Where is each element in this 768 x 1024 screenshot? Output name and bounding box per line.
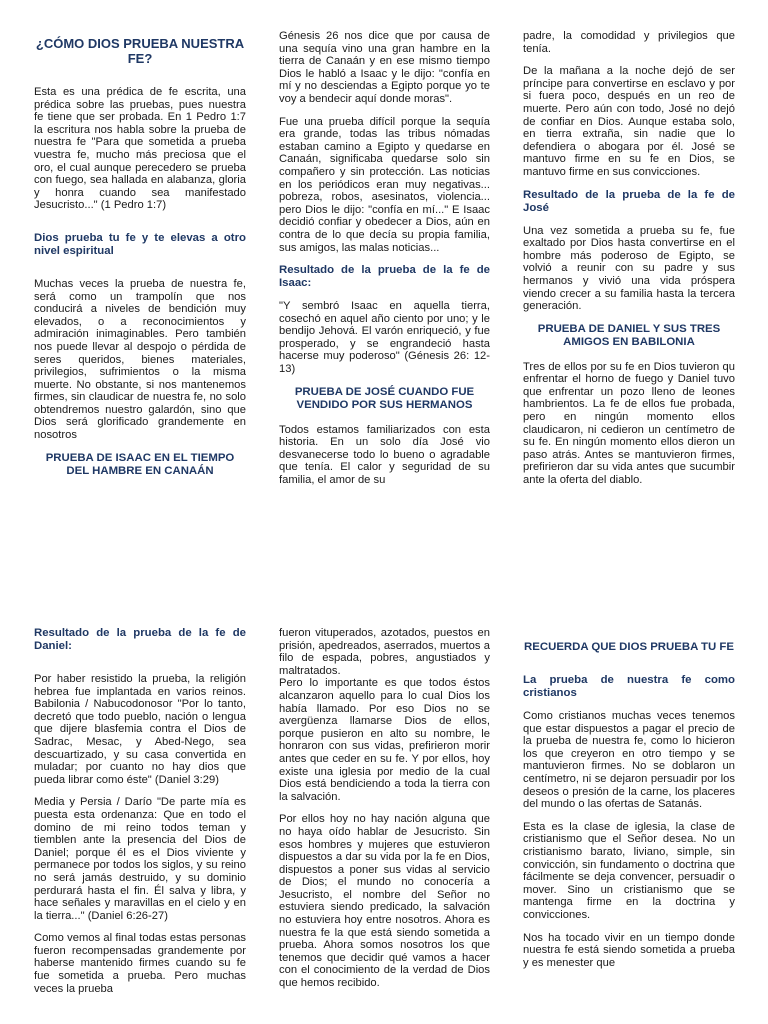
paragraph: Génesis 26 nos dice que por causa de una sequía vino una gran hambre en la tierra de Canaán y en ese mismo tiempo Dios le habló a Isaac y le dijo: "confía en mí y no desciendas a Egipto porque yo te voy a bendecir aquí donde moras". <box>279 30 490 105</box>
section-heading: PRUEBA DE ISAAC EN EL TIEMPO DEL HAMBRE EN CANAÁN <box>45 451 235 477</box>
intro-paragraph: Esta es una prédica de fe escrita, una prédica sobre las pruebas, pues nuestra fe tiene que ser probada. En 1 Pedro 1:7 la escritura nos habla sobre la prueba de nuestra fe "Para que sometida a prueba vuestra fe, mucho más preciosa que el oro, el cual aunque perecedero se prueba con fuego, sea hallada en alabanza, gloria y honra cuando sea manifestado Jesucristo..." (1 Pedro 1:7) <box>34 86 246 212</box>
paragraph: padre, la comodidad y privilegios que tenía. <box>523 30 735 55</box>
paragraph: Tres de ellos por su fe en Dios tuvieron qu enfrentar el horno de fuego y Daniel tuvo que enfrentar un pozo lleno de leones hambrientos. La fe de ellos fue probada, pero en ningún momento ellos claudicaron, ni cedieron un centímetro de su fe. En ningún momento ellos dieron un paso atrás. Antes se mantuvieron firmes, prefirieron dar su vida antes que sucumbir ante la oferta del diablo. <box>523 360 735 487</box>
section-heading: Resultado de la prueba de la fe de Daniel: <box>34 627 246 652</box>
section-heading: Dios prueba tu fe y te elevas a otro nivel espiritual <box>34 231 246 257</box>
column-2-bottom <box>279 627 490 1000</box>
paragraph: fueron vituperados, azotados, puestos en prisión, apedreados, aserrados, muertos a filo de espada, pobres, angustiados y maltratados. <box>279 627 490 677</box>
paragraph: De la mañana a la noche dejó de ser príncipe para convertirse en esclavo y por si fuera poco, después en un reo de muerte. Pero aún con todo, José no dejó de confiar en Dios. Aunque estaba solo, en tierra extraña, sin nadie que lo defendiera o abogara por él. José se mantuvo firme en su fe en Dios, se mantuvo firme en sus convicciones. <box>523 65 735 178</box>
paragraph: Esta es la clase de iglesia, la clase de cristianismo que el Señor desea. No un cristianismo barato, liviano, simple, sin convicción, sin fundamento o doctrina que fácilmente se deja convencer, persuadir o mover. Sino un cristianismo que se mantenga firme en la doctrina y convicciones. <box>523 820 735 921</box>
section-heading: La prueba de nuestra fe como cristianos <box>523 674 735 699</box>
section-heading: PRUEBA DE DANIEL Y SUS TRES AMIGOS EN BABILONIA <box>537 322 721 348</box>
paragraph: Como cristianos muchas veces tenemos que estar dispuestos a pagar el precio de la prueba de nuestra fe, como lo hicieron los que creyeron en otro tiempo y se mantuvieron firmes. No se doblaron un centímetro, ni se dejaron persuadir por los deseos o presión de la carne, los placeres del mundo o las ofertas de Satanás. <box>523 710 735 811</box>
paragraph: Nos ha tocado vivir en un tiempo donde nuestra fe está siendo sometida a prueba y es menester que <box>523 931 735 969</box>
paragraph: "Y sembró Isaac en aquella tierra, cosechó en aquel año ciento por uno; y le bendijo Jehová. El varón enriqueció, y fue prosperado, y se engrandeció hasta hacerse muy poderoso" (Génesis 26: 12-13) <box>279 300 490 376</box>
paragraph: Pero lo importante es que todos éstos alcanzaron aquello para lo cual Dios los había llamado. Por eso Dios no se avergüenza llamarse Dios de ellos, porque pusieron en alto su nombre, le honraron con sus vidas, prefirieron morir antes que ceder en su fe. Y por ellos, hoy existe una iglesia por medio de la cual Dios está bendiciendo a toda la tierra con la salvación. <box>279 677 490 803</box>
article-title: ¿CÓMO DIOS PRUEBA NUESTRA FE? <box>35 36 245 66</box>
paragraph: Por ellos hoy no hay nación alguna que no haya oído hablar de Jesucristo. Sin esos hombres y mujeres que estuvieron dispuestos a dar su vida por la fe en Dios, dispuestos a poner sus vidas al servicio de Dios; el mundo no conocería a Jesucristo, el nombre del Señor no estuviera siendo predicado, la salvación no estuviera hoy entre nosotros. Ahora es nuestra fe la que está siendo sometida a prueba. Ahora somos nosotros los que tenemos que decidir qué vamos a hacer con el conocimiento de la verdad de Dios que hemos recibido. <box>279 813 490 990</box>
section-heading: Resultado de la prueba de la fe de José <box>523 188 735 214</box>
paragraph: Todos estamos familiarizados con esta historia. En un solo día José vio desvanecerse todo lo bueno o agradable que tenía. El calor y seguridad de su familia, el amor de su <box>279 423 490 487</box>
column-3-bottom <box>523 627 735 979</box>
paragraph: Como vemos al final todas estas personas fueron recompensadas grandemente por haberse mantenido firmes cuando su fe fue sometida a prueba. Pero muchas veces la prueba <box>34 932 246 995</box>
paragraph: Fue una prueba difícil porque la sequía era grande, todas las tribus nómadas estaban camino a Egipto y quedarse en Canaán, significaba quedarse solo sin compañero y sin protección. Las noticias en los periódicos eran muy negativas... pobreza, robos, asesinatos, violencia... pero Dios le dijo: "confía en mí..." E Isaac decidió confiar y obedecer a Dios, aún en contra de lo que decía su propia familia, sus amigos, las malas noticias... <box>279 115 490 254</box>
paragraph: Una vez sometida a prueba su fe, fue exaltado por Dios hasta convertirse en el hombre más poderoso de Egipto, se volvió a reunir con su padre y sus hermanos y vivió una vida próspera viendo crecer a su familia hasta la tercera generación. <box>523 224 735 313</box>
section-heading: PRUEBA DE JOSÉ CUANDO FUE VENDIDO POR SUS HERMANOS <box>294 385 475 411</box>
column-2-top <box>279 30 490 497</box>
column-1-bottom <box>34 627 246 1005</box>
column-3-top <box>523 30 735 497</box>
paragraph: Muchas veces la prueba de nuestra fe, será como un trampolín que nos conducirá a niveles de bendición muy elevados, o a reconocimientos y admiración inimaginables. Pero también nos puede llevar al despojo o pérdida de seres queridos, bienes materiales, privilegios, sufrimientos o la misma muerte. No obstante, si nos mantenemos firmes, sin claudicar de nuestra fe, no solo obtendremos nuestro galardón, sino que Dios será glorificado grandemente en nosotros <box>34 277 246 442</box>
section-heading: Resultado de la prueba de la fe de Isaac: <box>279 264 490 290</box>
column-1-top <box>34 30 246 490</box>
paragraph: Por haber resistido la prueba, la religión hebrea fue implantada en varios reinos. Babilonia / Nabucodonosor "Por lo tanto, decretó que todo pueblo, nación o lengua que dijere blasfemia contra el Dios de Sadrac, Mesac, y Abed-Nego, sea descuartizado, y su casa convertida en muladar; por cuanto no hay dios que pueda librar como éste" (Daniel 3:29) <box>34 673 246 786</box>
paragraph: Media y Persia / Darío "De parte mía es puesta esta ordenanza: Que en todo el domino de mi reino todos teman y tiemblen ante la presencia del Dios de Daniel; porque él es el Dios viviente y permanece por todos los siglos, y su reino no será jamás destruido, y su dominio perdurará hasta el fin. Él salva y libra, y hace señales y maravillas en el cielo y en la tierra..." (Daniel 6:26-27) <box>34 796 246 922</box>
section-title: RECUERDA QUE DIOS PRUEBA TU FE <box>524 641 734 653</box>
